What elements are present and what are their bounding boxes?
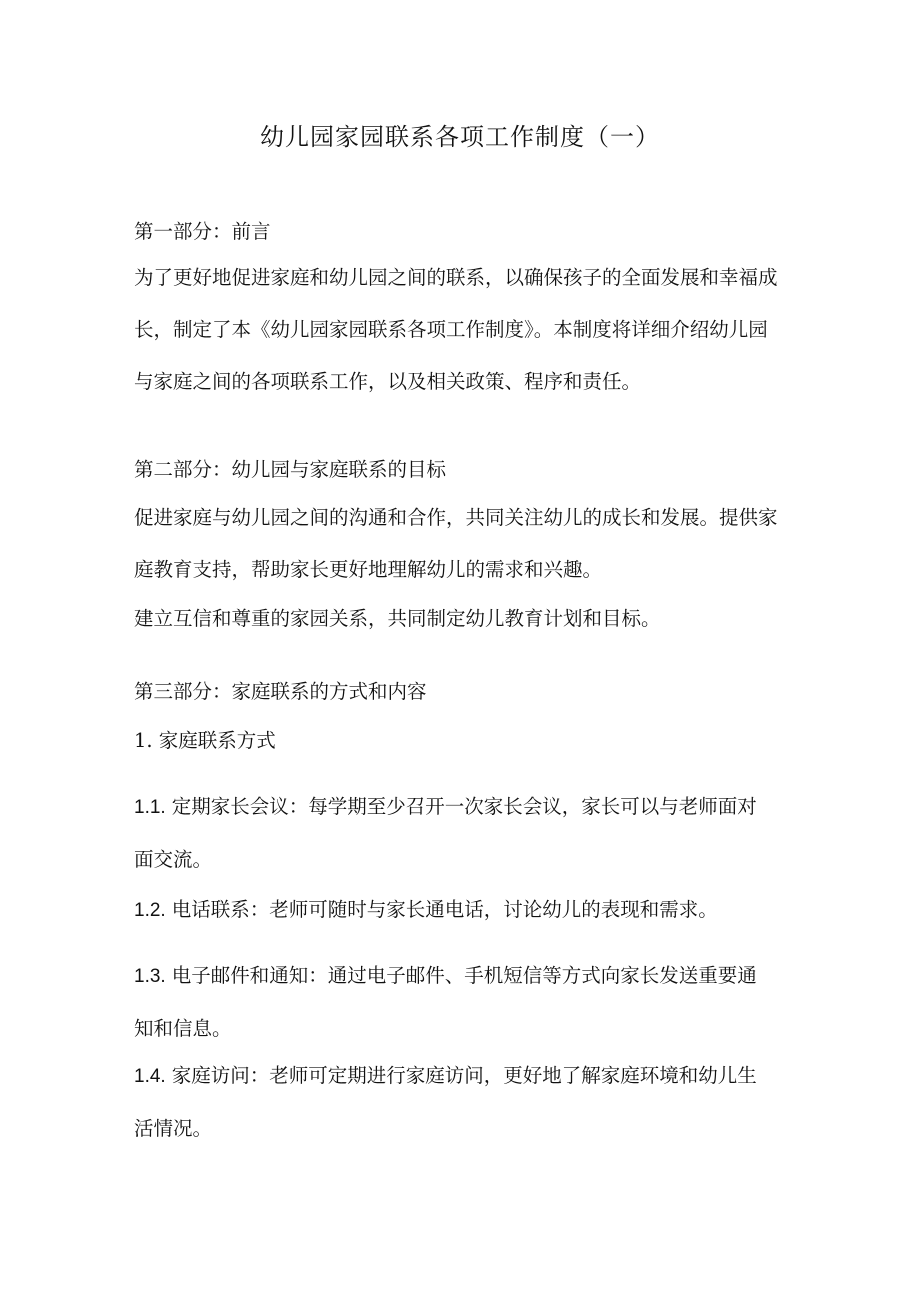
list-item (134, 884, 794, 937)
paragraph-line: 与家庭之间的各项联系工作，以及相关政策、程序和责任。 (134, 370, 642, 393)
list-item (134, 1050, 794, 1155)
item-number: 1.4. (134, 1066, 166, 1087)
part1-paragraph (134, 252, 794, 408)
list-item (134, 950, 794, 1055)
paragraph-line: 建立互信和尊重的家园关系，共同制定幼儿教育计划和目标。 (134, 607, 661, 630)
item-text: 活情况。 (134, 1117, 213, 1140)
item-text: 知和信息。 (134, 1017, 232, 1040)
part3-heading: 第三部分：家庭联系的方式和内容 (134, 680, 427, 703)
item-text: 电子邮件和通知：通过电子邮件、手机短信等方式向家长发送重要通 (171, 964, 757, 987)
item-text: 电话联系：老师可随时与家长通电话，讨论幼儿的表现和需求。 (171, 898, 718, 921)
part2-heading: 第二部分：幼儿园与家庭联系的目标 (134, 458, 447, 481)
item-text: 定期家长会议：每学期至少召开一次家长会议，家长可以与老师面对 (171, 795, 757, 818)
paragraph-line: 为了更好地促进家庭和幼儿园之间的联系，以确保孩子的全面发展和幸福成 (134, 266, 778, 289)
item-number: 1.1. (134, 797, 166, 818)
item-text: 面交流。 (134, 848, 213, 871)
paragraph-line: 长，制定了本《幼儿园家园联系各项工作制度》。本制度将详细介绍幼儿园 (134, 318, 768, 341)
document-title: 幼儿园家园联系各项工作制度（一） (260, 123, 660, 151)
item-number: 1.2. (134, 900, 166, 921)
part1-heading: 第一部分：前言 (134, 220, 271, 243)
paragraph-line: 庭教育支持，帮助家长更好地理解幼儿的需求和兴趣。 (134, 558, 603, 581)
item-number: 1.3. (134, 966, 166, 987)
part2-paragraph (134, 492, 794, 642)
part3-subheading: 1. 家庭联系方式 (134, 729, 276, 752)
list-item (134, 781, 794, 886)
item-text: 家庭访问：老师可定期进行家庭访问，更好地了解家庭环境和幼儿生 (171, 1064, 757, 1087)
paragraph-line: 促进家庭与幼儿园之间的沟通和合作，共同关注幼儿的成长和发展。提供家 (134, 506, 778, 529)
